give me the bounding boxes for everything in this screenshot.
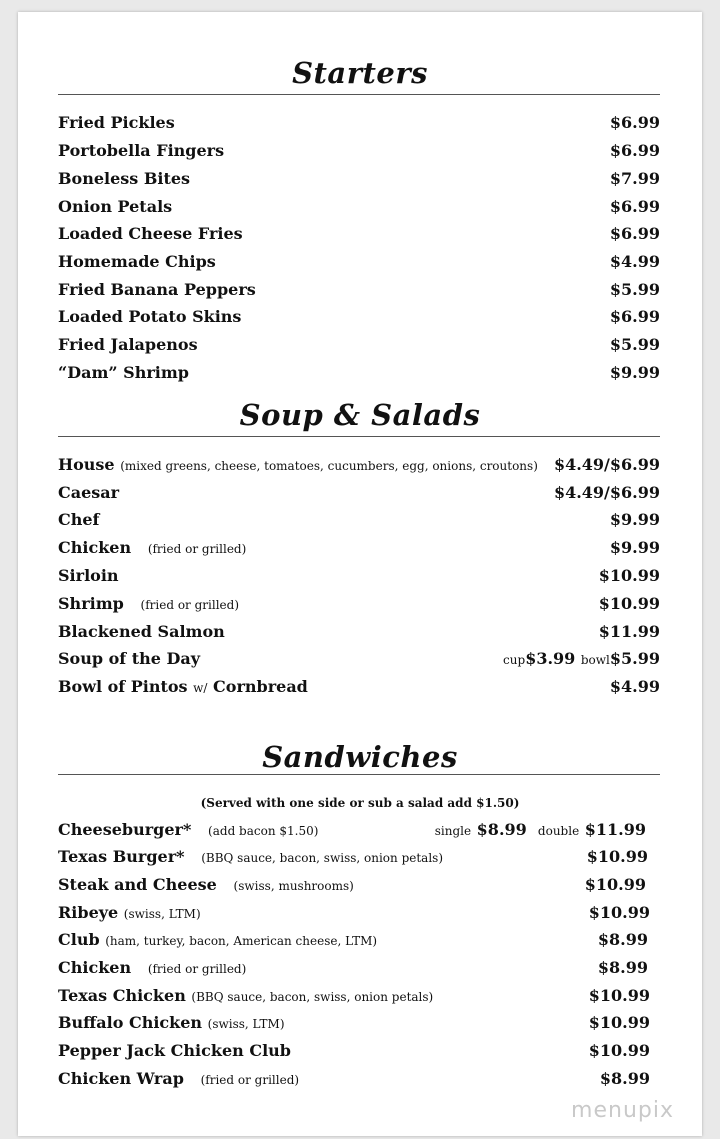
menu-item: Chicken (fried or grilled) $8.99 bbox=[58, 958, 648, 977]
menu-item: Steak and Cheese (swiss, mushrooms) $10.99 bbox=[58, 875, 646, 894]
menu-item: Loaded Potato Skins $6.99 bbox=[58, 307, 660, 326]
menu-item: Fried Pickles $6.99 bbox=[58, 113, 660, 132]
menu-item: Chef $9.99 bbox=[58, 510, 660, 529]
menu-item: Club (ham, turkey, bacon, American cheese, LTM) $8.99 bbox=[58, 930, 648, 949]
sandwiches-heading: Sandwiches bbox=[262, 740, 458, 774]
starters-heading: Starters bbox=[292, 56, 428, 90]
salads-heading: Soup & Salads bbox=[239, 398, 481, 432]
menu-item: House (mixed greens, cheese, tomatoes, cucumbers, egg, onions, croutons) $4.49/$6.99 bbox=[58, 455, 660, 474]
menu-item: Fried Jalapenos $5.99 bbox=[58, 335, 660, 354]
starters-rule bbox=[58, 94, 660, 95]
menu-item: Cheeseburger* (add bacon $1.50) single $8.99 double $11.99 bbox=[58, 820, 646, 839]
menu-item: Loaded Cheese Fries $6.99 bbox=[58, 224, 660, 243]
menu-item: Chicken (fried or grilled) $9.99 bbox=[58, 538, 660, 557]
menu-item: Caesar $4.49/$6.99 bbox=[58, 483, 660, 502]
menu-item: Homemade Chips $4.99 bbox=[58, 252, 660, 271]
menu-item: Soup of the Day cup$3.99 bowl$5.99 bbox=[58, 649, 660, 668]
menu-item: Onion Petals $6.99 bbox=[58, 197, 660, 216]
menu-item: Boneless Bites $7.99 bbox=[58, 169, 660, 188]
sandwiches-rule bbox=[58, 774, 660, 775]
menu-item: Buffalo Chicken (swiss, LTM) $10.99 bbox=[58, 1013, 650, 1032]
salads-rule bbox=[58, 436, 660, 437]
menu-item: “Dam” Shrimp $9.99 bbox=[58, 363, 660, 382]
menu-item: Shrimp (fried or grilled) $10.99 bbox=[58, 594, 660, 613]
menu-item: Bowl of Pintos w/ Cornbread $4.99 bbox=[58, 677, 660, 696]
menu-item: Blackened Salmon $11.99 bbox=[58, 622, 660, 641]
served-note: (Served with one side or sub a salad add $1.50) bbox=[200, 796, 520, 810]
menu-item: Pepper Jack Chicken Club $10.99 bbox=[58, 1041, 650, 1060]
menu-item: Portobella Fingers $6.99 bbox=[58, 141, 660, 160]
menu-item: Ribeye (swiss, LTM) $10.99 bbox=[58, 903, 650, 922]
menu-item: Fried Banana Peppers $5.99 bbox=[58, 280, 660, 299]
menupix-watermark: menupix bbox=[571, 1098, 674, 1123]
menu-item: Texas Chicken (BBQ sauce, bacon, swiss, onion petals) $10.99 bbox=[58, 986, 650, 1005]
menu-item: Sirloin $10.99 bbox=[58, 566, 660, 585]
menu-item: Texas Burger* (BBQ sauce, bacon, swiss, onion petals) $10.99 bbox=[58, 847, 648, 866]
menu-item: Chicken Wrap (fried or grilled) $8.99 bbox=[58, 1069, 650, 1088]
